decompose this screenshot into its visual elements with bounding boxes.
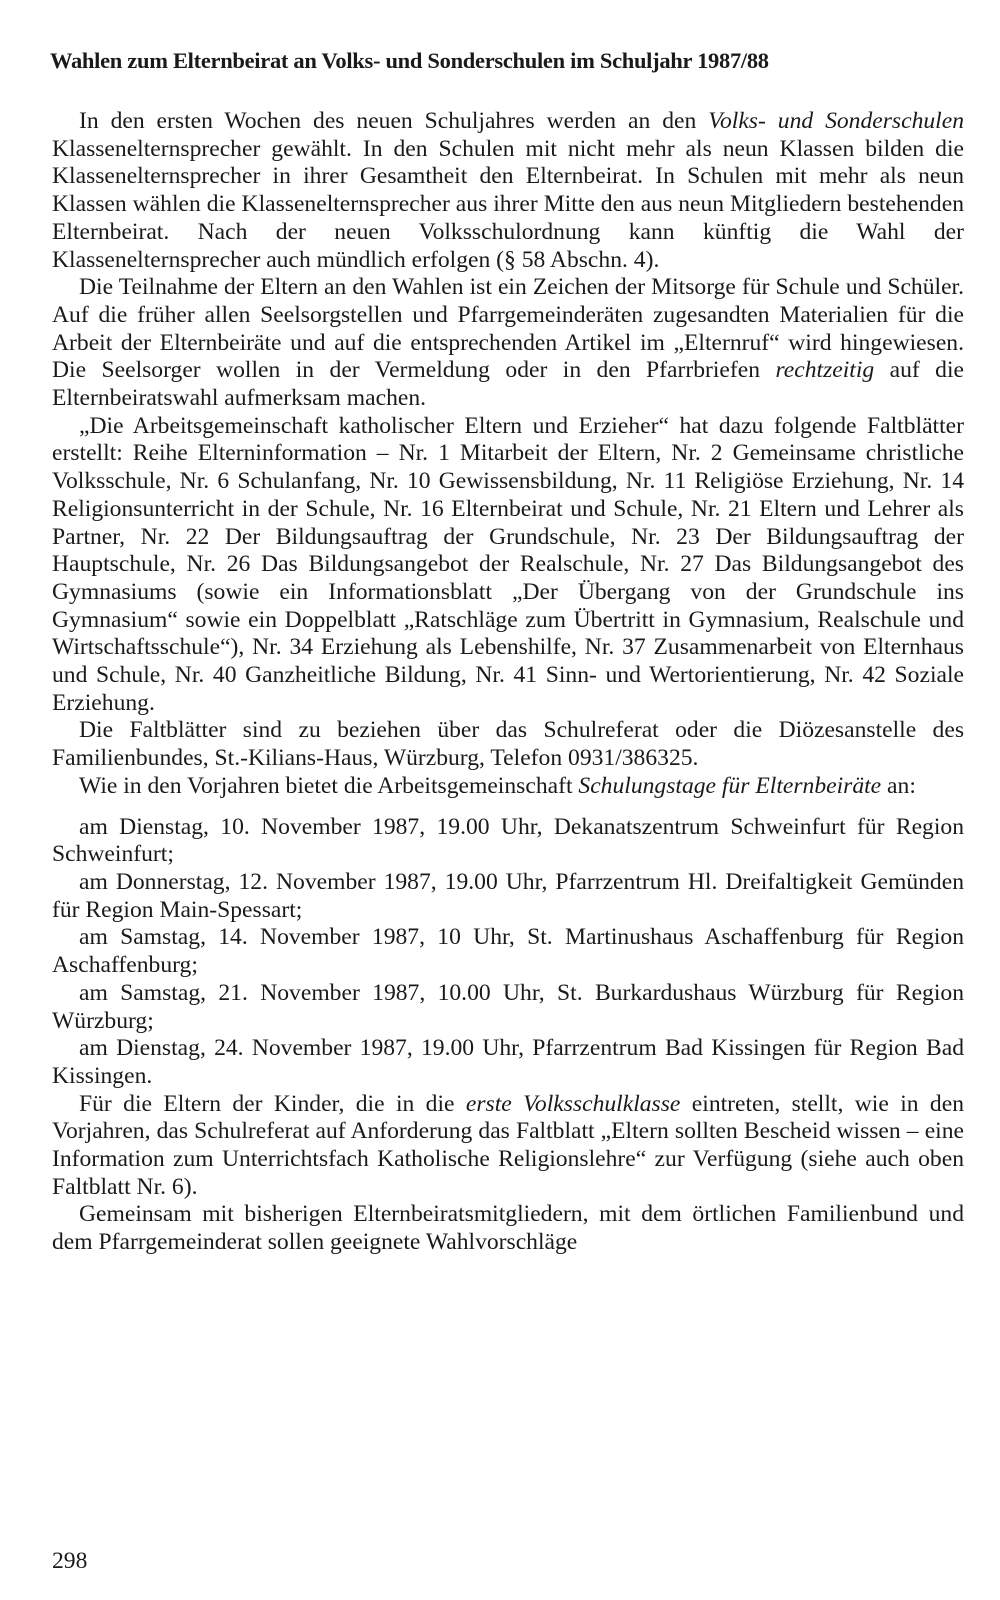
paragraph-first-grade-text-a: Für die Eltern der Kinder, die in die: [79, 1090, 466, 1117]
page-title: Wahlen zum Elternbeirat an Volks- und Sonderschulen im Schuljahr 1987/88: [50, 48, 769, 73]
paragraph-participation: [52, 274, 964, 413]
training-date-item: am Dienstag, 10. November 1987, 19.00 Uhr, Dekanatszentrum Schweinfurt für Region Schweinfurt;: [52, 813, 964, 868]
paragraph-training-emphasis: Schulungstage für Elternbeiräte: [578, 772, 882, 799]
paragraph-training-days: [52, 773, 964, 801]
paragraph-training-text-a: Wie in den Vorjahren bietet die Arbeitsgemeinschaft: [79, 772, 579, 799]
paragraph-first-grade-emphasis: erste Volksschulklasse: [465, 1090, 681, 1117]
paragraph-participation-emphasis: rechtzeitig: [775, 357, 875, 384]
paragraph-participation-text-a: Die Teilnahme der Eltern an den Wahlen ist ein Zeichen der Mitsorge für Schule und Schüler. Auf die früher allen Seelsorgstellen und Pfarrgemeinderäten zugesandten Materialien für die Arbeit der Elternbeiräte und auf die entsprechenden Artikel im „Elternruf“ wird hingewiesen. Die Seelsorger wollen in der Vermeldung oder in den Pfarrbriefen: [52, 274, 964, 384]
training-date-item: am Samstag, 14. November 1987, 10 Uhr, St. Martinushaus Aschaffenburg für Region Aschaffenburg;: [52, 924, 964, 979]
paragraph-intro: [52, 108, 964, 274]
paragraph-leaflets: „Die Arbeitsgemeinschaft katholischer Eltern und Erzieher“ hat dazu folgende Faltblätter erstellt: Reihe Elterninformation – Nr. 1 Mitarbeit der Eltern, Nr. 2 Gemeinsame christliche Volksschule, Nr. 6 Schulanfang, Nr. 10 Gewissensbildung, Nr. 11 Religiöse Erziehung, Nr. 14 Religionsunterricht in der Schule, Nr. 16 Elternbeirat und Schule, Nr. 21 Eltern und Lehrer als Partner, Nr. 22 Der Bildungsauftrag der Grundschule, Nr. 23 Der Bildungsauftrag der Hauptschule, Nr. 26 Das Bildungsangebot der Realschule, Nr. 27 Das Bildungsangebot des Gymnasiums (sowie ein Informationsblatt „Der Übergang von der Grundschule ins Gymnasium“ sowie ein Doppelblatt „Ratschläge zum Übertritt in Gymnasium, Realschule und Wirtschaftsschule“), Nr. 34 Erziehung als Lebenshilfe, Nr. 37 Zusammenarbeit von Elternhaus und Schule, Nr. 40 Ganzheitliche Bildung, Nr. 41 Sinn- und Wertorientierung, Nr. 42 Soziale Erziehung.: [52, 412, 964, 716]
paragraph-participation-text-c: auf die Elternbeiratswahl aufmerksam machen.: [52, 357, 965, 412]
paragraph-first-grade-text-c: eintreten, stellt, wie in den Vorjahren, das Schulreferat auf Anforderung das Faltblatt „Eltern sollten Bescheid wissen – eine Information zum Unterrichtsfach Katholische Religionslehre“ zur Verfügung (siehe auch oben Faltblatt Nr. 6).: [52, 1090, 964, 1200]
article-body: [52, 108, 964, 1257]
paragraph-intro-emphasis: Volks- und Sonderschulen: [708, 108, 964, 134]
paragraph-intro-text-a: In den ersten Wochen des neuen Schuljahres werden an den: [79, 108, 709, 134]
paragraph-first-grade: [52, 1091, 964, 1202]
training-date-item: am Dienstag, 24. November 1987, 19.00 Uhr, Pfarrzentrum Bad Kissingen für Region Bad Kissingen.: [52, 1035, 964, 1089]
training-date-item: am Donnerstag, 12. November 1987, 19.00 Uhr, Pfarrzentrum Hl. Dreifaltigkeit Gemünden für Region Main-Spessart;: [52, 868, 964, 923]
paragraph-intro-text-c: Klassenelternsprecher gewählt. In den Schulen mit nicht mehr als neun Klassen bilden die Klassenelternsprecher in ihrer Gesamtheit den Elternbeirat. In Schulen mit mehr als neun Klassen wählen die Klassenelternsprecher aus ihrer Mitte den aus neun Mitgliedern bestehenden Elternbeirat. Nach der neuen Volksschulordnung kann künftig die Wahl der Klassenelternsprecher auch mündlich erfolgen (§ 58 Abschn. 4).: [52, 135, 964, 273]
paragraph-training-text-c: an:: [881, 772, 916, 799]
page-number: 298: [52, 1548, 88, 1574]
paragraph-leaflet-source: Die Faltblätter sind zu beziehen über das Schulreferat oder die Diözesanstelle des Familienbundes, St.-Kilians-Haus, Würzburg, Telefon 0931/386325.: [52, 717, 964, 772]
paragraph-nominations: Gemeinsam mit bisherigen Elternbeiratsmitgliedern, mit dem örtlichen Familienbund und dem Pfarrgemeinderat sollen geeignete Wahlvorschläge: [52, 1201, 964, 1256]
training-date-item: am Samstag, 21. November 1987, 10.00 Uhr, St. Burkardushaus Würzburg für Region Würzburg;: [52, 979, 964, 1034]
training-dates-list: [52, 814, 964, 1091]
